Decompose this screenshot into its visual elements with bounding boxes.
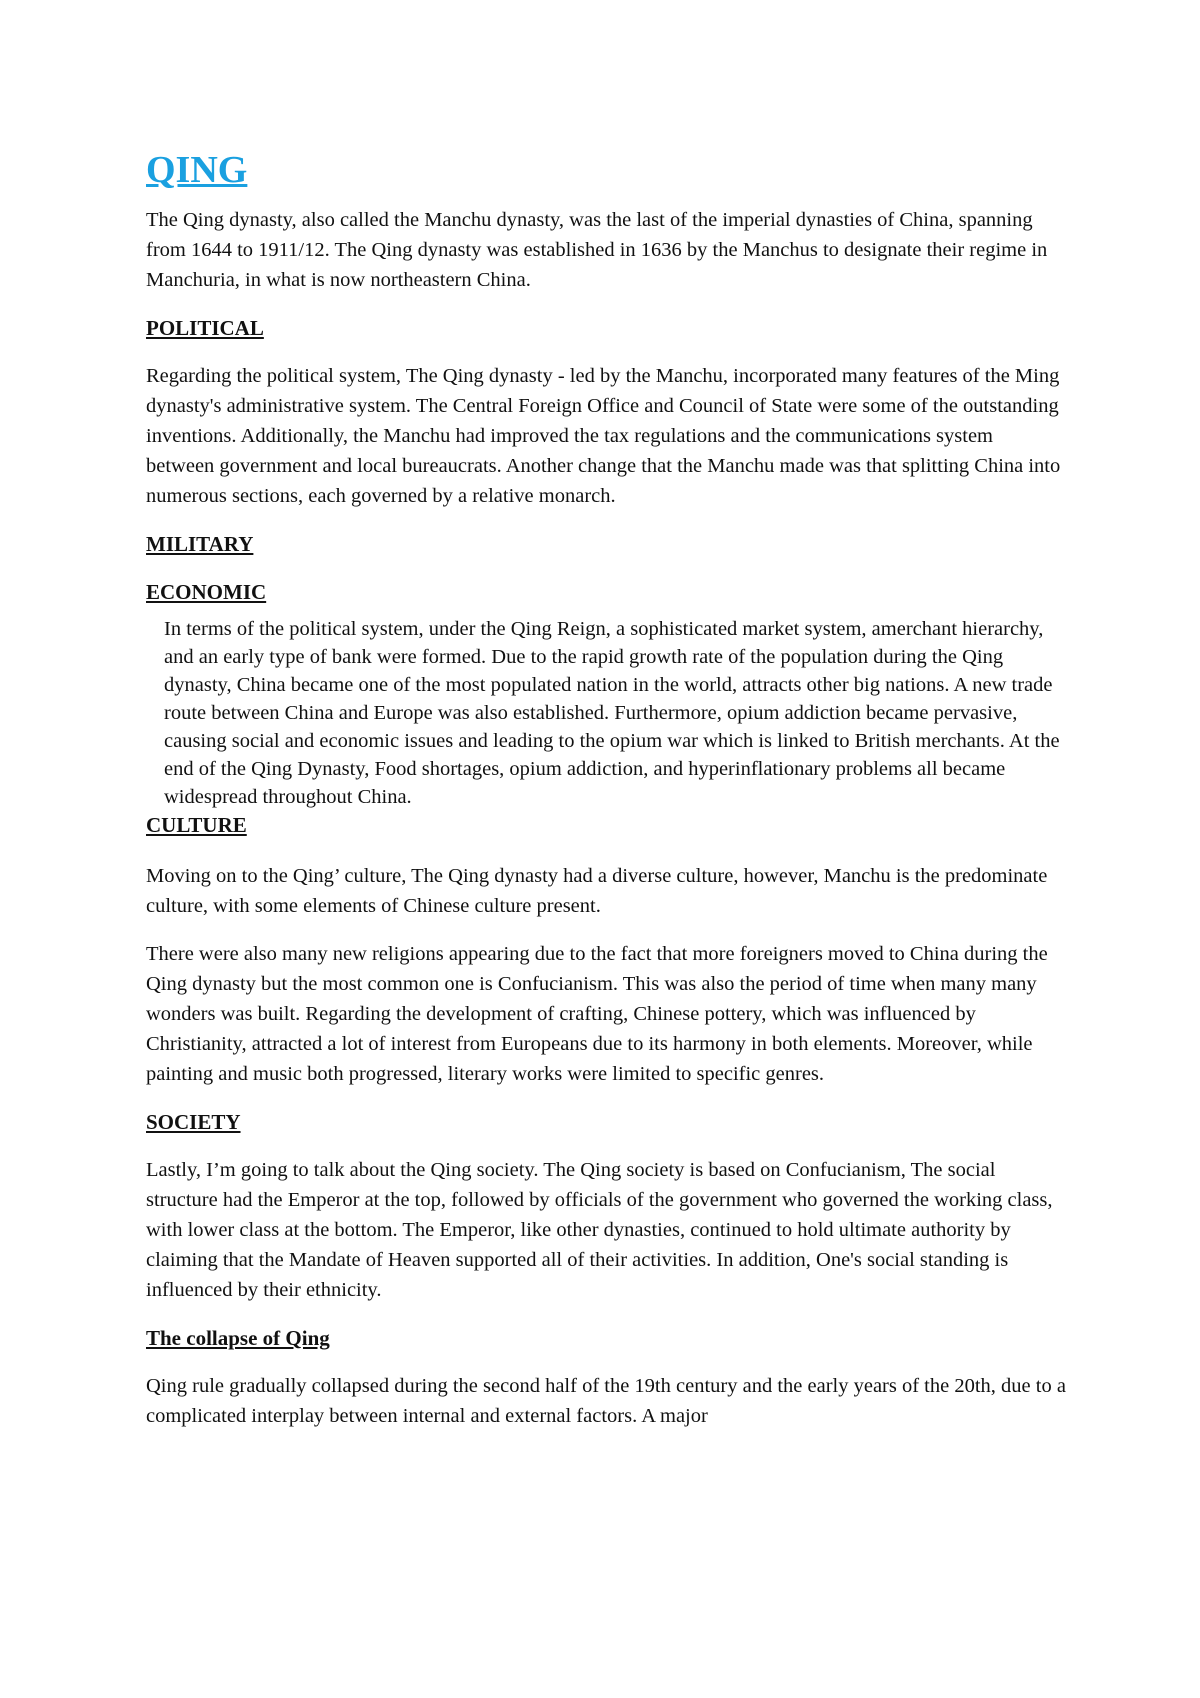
collapse-paragraph: Qing rule gradually collapsed during the second half of the 19th century and the early years of the 20th, due to a complicated interplay between internal and external factors. A major <box>146 1375 1066 1427</box>
culture-heading: CULTURE <box>146 813 247 837</box>
culture-paragraph-1: Moving on to the Qing’ culture, The Qing dynasty had a diverse culture, however, Manchu is the predominate culture, with some elements of Chinese culture present. <box>146 865 1048 917</box>
military-heading: MILITARY <box>146 532 254 556</box>
society-heading: SOCIETY <box>146 1110 241 1134</box>
political-paragraph: Regarding the political system, The Qing dynasty - led by the Manchu, incorporated many features of the Ming dynasty's administrative system. The Central Foreign Office and Council of State were some of the outstanding inventions. Additionally, the Manchu had improved the tax regulations and the communications system between government and local bureaucrats. Another change that the Manchu made was that splitting China into numerous sections, each governed by a relative monarch. <box>146 365 1061 507</box>
culture-paragraph-2: There were also many new religions appearing due to the fact that more foreigners moved to China during the Qing dynasty but the most common one is Confucianism. This was also the period of time when many many wonders was built. Regarding the development of crafting, Chinese pottery, which was influenced by Christianity, attracted a lot of interest from Europeans due to its harmony in both elements. Moreover, while painting and music both progressed, literary works were limited to specific genres. <box>146 943 1048 1085</box>
political-heading: POLITICAL <box>146 316 264 340</box>
society-paragraph: Lastly, I’m going to talk about the Qing society. The Qing society is based on Confucianism, The social structure had the Emperor at the top, followed by officials of the government who governed the working class, with lower class at the bottom. The Emperor, like other dynasties, continued to hold ultimate authority by claiming that the Mandate of Heaven supported all of their activities. In addition, One's social standing is influenced by their ethnicity. <box>146 1159 1053 1301</box>
document-title: QING <box>146 149 248 191</box>
intro-paragraph: The Qing dynasty, also called the Manchu dynasty, was the last of the imperial dynasties of China, spanning from 1644 to 1911/12. The Qing dynasty was established in 1636 by the Manchus to designate their regime in Manchuria, in what is now northeastern China. <box>146 209 1048 291</box>
collapse-heading: The collapse of Qing <box>146 1326 330 1350</box>
document-page <box>146 145 1066 1449</box>
economic-paragraph: In terms of the political system, under the Qing Reign, a sophisticated market system, amerchant hierarchy, and an early type of bank were formed. Due to the rapid growth rate of the population during the Qing dynasty, China became one of the most populated nation in the world, attracts other big nations. A new trade route between China and Europe was also established. Furthermore, opium addiction became pervasive, causing social and economic issues and leading to the opium war which is linked to British merchants. At the end of the Qing Dynasty, Food shortages, opium addiction, and hyperinflationary problems all became widespread throughout China. <box>164 618 1060 808</box>
economic-heading: ECONOMIC <box>146 580 267 604</box>
